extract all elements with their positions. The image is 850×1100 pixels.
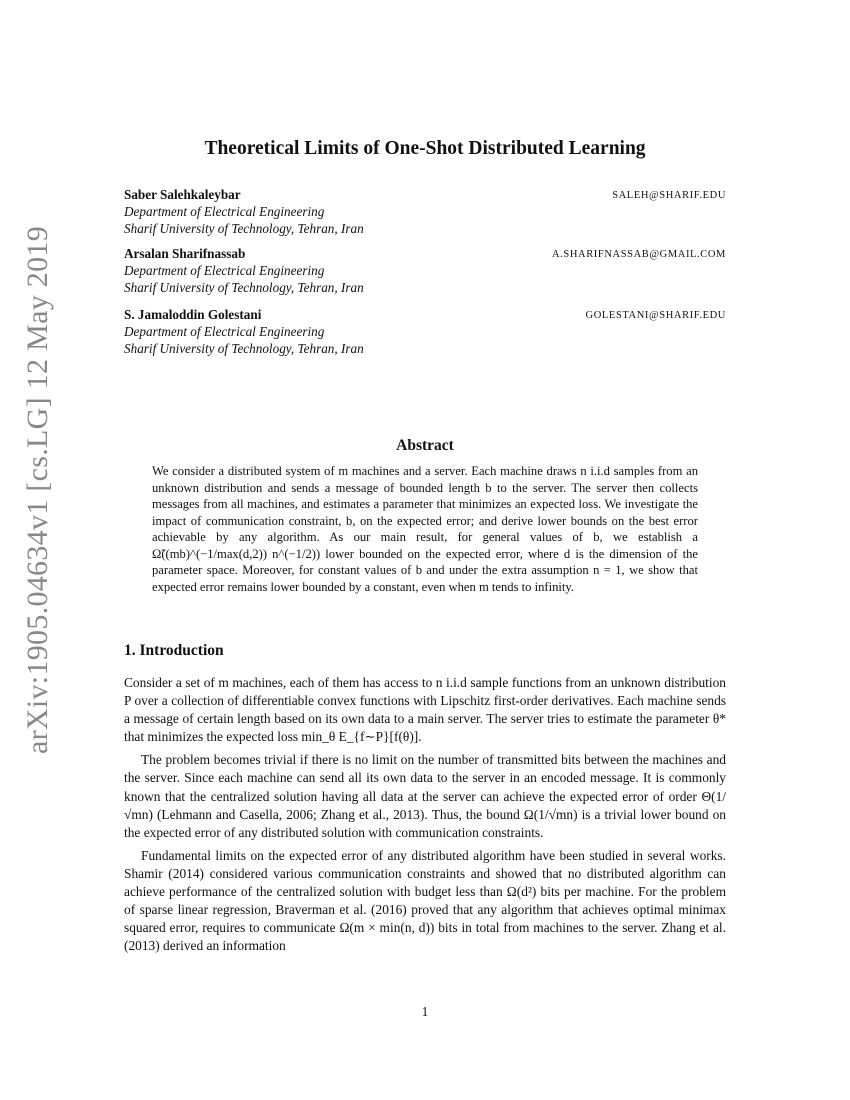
paragraph: Fundamental limits on the expected error of any distributed algorithm have been studied in several works. Shamir (2014) considered various communication constraints and showed that no distributed algorithm can achieve performance of the centralized solution with budget less than Ω(d²) bits per machine. For the problem of sparse linear regression, Braverman et al. (2016) proved that any algorithm that achieves optimal minimax squared error, requires to communicate Ω(m × min(n, d)) bits in total from machines to the server. Zhang et al. (2013) derived an information	[124, 847, 726, 954]
author-university: Sharif University of Technology, Tehran, Iran	[124, 221, 364, 236]
author-name: S. Jamaloddin Golestani	[124, 307, 262, 322]
author-department: Department of Electrical Engineering	[124, 324, 325, 339]
body-text	[124, 674, 726, 960]
author-university: Sharif University of Technology, Tehran, Iran	[124, 341, 364, 356]
author-block-2	[124, 245, 726, 296]
arxiv-side-stamp: arXiv:1905.04634v1 [cs.LG] 12 May 2019	[21, 226, 54, 754]
author-name: Arsalan Sharifnassab	[124, 246, 246, 261]
author-block-1	[124, 186, 726, 237]
page-number: 1	[421, 1004, 429, 1019]
author-university: Sharif University of Technology, Tehran, Iran	[124, 280, 364, 295]
author-email: GOLESTANI@SHARIF.EDU	[585, 310, 726, 321]
author-block-3	[124, 306, 726, 357]
section-heading: 1. Introduction	[124, 642, 224, 659]
abstract-text: We consider a distributed system of m machines and a server. Each machine draws n i.i.d samples from an unknown distribution and sends a message of bounded length b to the server. The server then collects messages from all machines, and estimates a parameter that minimizes an expected loss. We investigate the impact of communication constraint, b, on the expected error; and derive lower bounds on the best error achievable by any algorithm. As our main result, for general values of b, we establish a Ω̃((mb)^(−1/max(d,2)) n^(−1/2)) lower bounded on the expected error, where d is the dimension of the parameter space. Moreover, for constant values of b and under the extra assumption n = 1, we show that expected error remains lower bounded by a constant, even when m tends to infinity.	[152, 464, 698, 594]
author-department: Department of Electrical Engineering	[124, 204, 325, 219]
paragraph: Consider a set of m machines, each of them has access to n i.i.d sample functions from an unknown distribution P over a collection of differentiable convex functions with Lipschitz first-order derivatives. Each machine sends a message of certain length based on its own data to a main server. The server tries to estimate the parameter θ* that minimizes the expected loss min_θ E_{f∼P}[f(θ)].	[124, 675, 726, 745]
paper-title: Theoretical Limits of One-Shot Distributed Learning	[204, 138, 646, 159]
abstract-heading: Abstract	[396, 437, 454, 454]
author-name: Saber Salehkaleybar	[124, 187, 241, 202]
author-email: A.SHARIFNASSAB@GMAIL.COM	[551, 249, 726, 260]
author-email: SALEH@SHARIF.EDU	[612, 190, 726, 201]
author-department: Department of Electrical Engineering	[124, 263, 325, 278]
paragraph: The problem becomes trivial if there is no limit on the number of transmitted bits between the machines and the server. Since each machine can send all its own data to the server in an encoded message. It is commonly known that the centralized solution having all data at the server can achieve the expected error of order Θ(1/√mn) (Lehmann and Casella, 2006; Zhang et al., 2013). Thus, the bound Ω(1/√mn) is a trivial lower bound on the expected error of any distributed solution with communication constraints.	[124, 752, 726, 840]
